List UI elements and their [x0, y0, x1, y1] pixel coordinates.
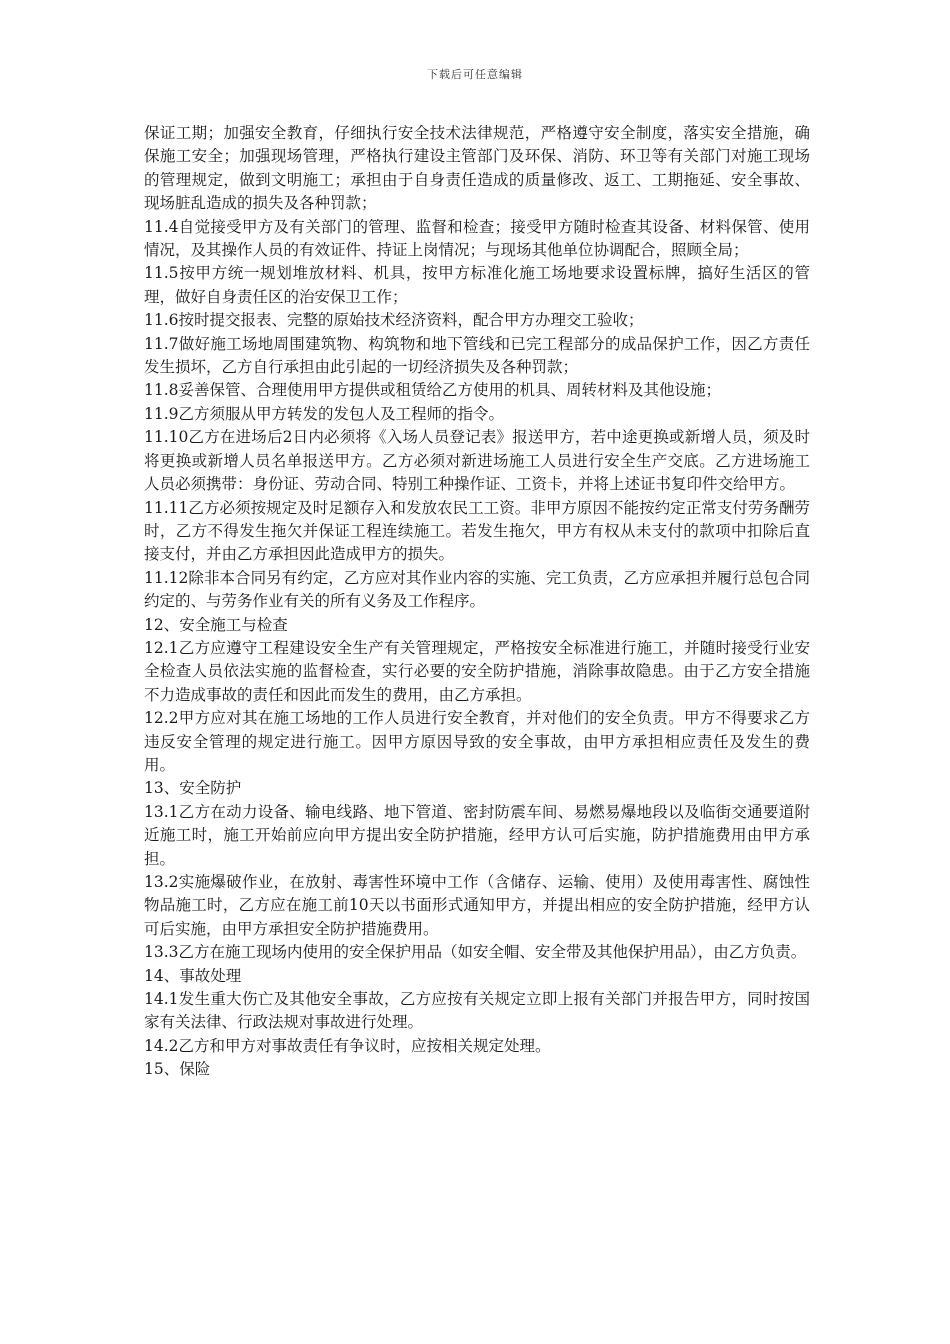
paragraph-continuation: 保证工期；加强安全教育，仔细执行安全技术法律规范，严格遵守安全制度，落实安全措施，确保施工安全；加强现场管理，严格执行建设主管部门及环保、消防、环卫等有关部门对施工现场的管理规定，做到文明施工；承担由于自身责任造成的质量修改、返工、工期拖延、安全事故、现场脏乱造成的损失及各种罚款；	[144, 124, 810, 213]
section-heading-13: 13、安全防护	[144, 779, 242, 798]
clause-11-9: 11.9乙方须服从甲方转发的发包人及工程师的指令。	[144, 404, 505, 423]
clause-12-2: 12.2甲方应对其在施工场地的工作人员进行安全教育，并对他们的安全负责。甲方不得要求乙方违反安全管理的规定进行施工。因甲方原因导致的安全事故，由甲方承担相应责任及发生的费用。	[144, 709, 810, 774]
clause-13-2: 13.2实施爆破作业，在放射、毒害性环境中工作（含储存、运输、使用）及使用毒害性、腐蚀性物品施工时，乙方应在施工前10天以书面形式通知甲方，并提出相应的安全防护措施，经甲方认可后实施，由甲方承担安全防护措施费用。	[144, 873, 810, 938]
section-heading-12: 12、安全施工与检查	[144, 615, 288, 634]
section-heading-14: 14、事故处理	[144, 966, 242, 985]
clause-11-12: 11.12除非本合同另有约定，乙方应对其作业内容的实施、完工负责，乙方应承担并履行总包合同约定的、与劳务作业有关的所有义务及工作程序。	[144, 568, 810, 611]
clause-14-2: 14.2乙方和甲方对事故责任有争议时，应按相关规定处理。	[144, 1036, 551, 1055]
clause-11-6: 11.6按时提交报表、完整的原始技术经济资料，配合甲方办理交工验收；	[144, 311, 644, 330]
page-header: 下载后可任意编辑	[427, 68, 523, 81]
clause-11-10: 11.10乙方在进场后2日内必须将《入场人员登记表》报送甲方，若中途更换或新增人员，须及时将更换或新增人员名单报送甲方。乙方必须对新进场施工人员进行安全生产交底。乙方进场施工人员必须携带：身份证、劳动合同、特别工种操作证、工资卡，并将上述证书复印件交给甲方。	[144, 428, 810, 494]
document-body	[144, 122, 810, 1082]
clause-11-7: 11.7做好施工场地周围建筑物、构筑物和地下管线和已完工程部分的成品保护工作，因乙方责任发生损坏，乙方自行承担由此引起的一切经济损失及各种罚款；	[144, 334, 810, 377]
clause-13-1: 13.1乙方在动力设备、输电线路、地下管道、密封防震车间、易燃易爆地段以及临街交通要道附近施工时，施工开始前应向甲方提出安全防护措施，经甲方认可后实施，防护措施费用由甲方承担。	[144, 802, 810, 868]
clause-11-4: 11.4自觉接受甲方及有关部门的管理、监督和检查；接受甲方随时检查其设备、材料保管、使用情况，及其操作人员的有效证件、持证上岗情况；与现场其他单位协调配合，照顾全局；	[144, 217, 810, 260]
section-heading-15: 15、保险	[144, 1060, 211, 1079]
clause-11-5: 11.5按甲方统一规划堆放材料、机具，按甲方标准化施工场地要求设置标牌，搞好生活区的管理，做好自身责任区的治安保卫工作；	[144, 264, 810, 306]
clause-12-1: 12.1乙方应遵守工程建设安全生产有关管理规定，严格按安全标准进行施工，并随时接受行业安全检查人员依法实施的监督检查，实行必要的安全防护措施，消除事故隐患。由于乙方安全措施不力造成事故的责任和因此而发生的费用，由乙方承担。	[144, 638, 810, 704]
clause-11-8: 11.8妥善保管、合理使用甲方提供或租赁给乙方使用的机具、周转材料及其他设施；	[144, 381, 722, 400]
clause-13-3: 13.3乙方在施工现场内使用的安全保护用品（如安全帽、安全带及其他保护用品），由乙方负责。	[144, 943, 807, 962]
clause-14-1: 14.1发生重大伤亡及其他安全事故，乙方应按有关规定立即上报有关部门并报告甲方，同时按国家有关法律、行政法规对事故进行处理。	[144, 990, 810, 1032]
clause-11-11: 11.11乙方必须按规定及时足额存入和发放农民工工资。非甲方原因不能按约定正常支付劳务酬劳时，乙方不得发生拖欠并保证工程连续施工。若发生拖欠，甲方有权从未支付的款项中扣除后直接支付，并由乙方承担因此造成甲方的损失。	[144, 498, 810, 564]
